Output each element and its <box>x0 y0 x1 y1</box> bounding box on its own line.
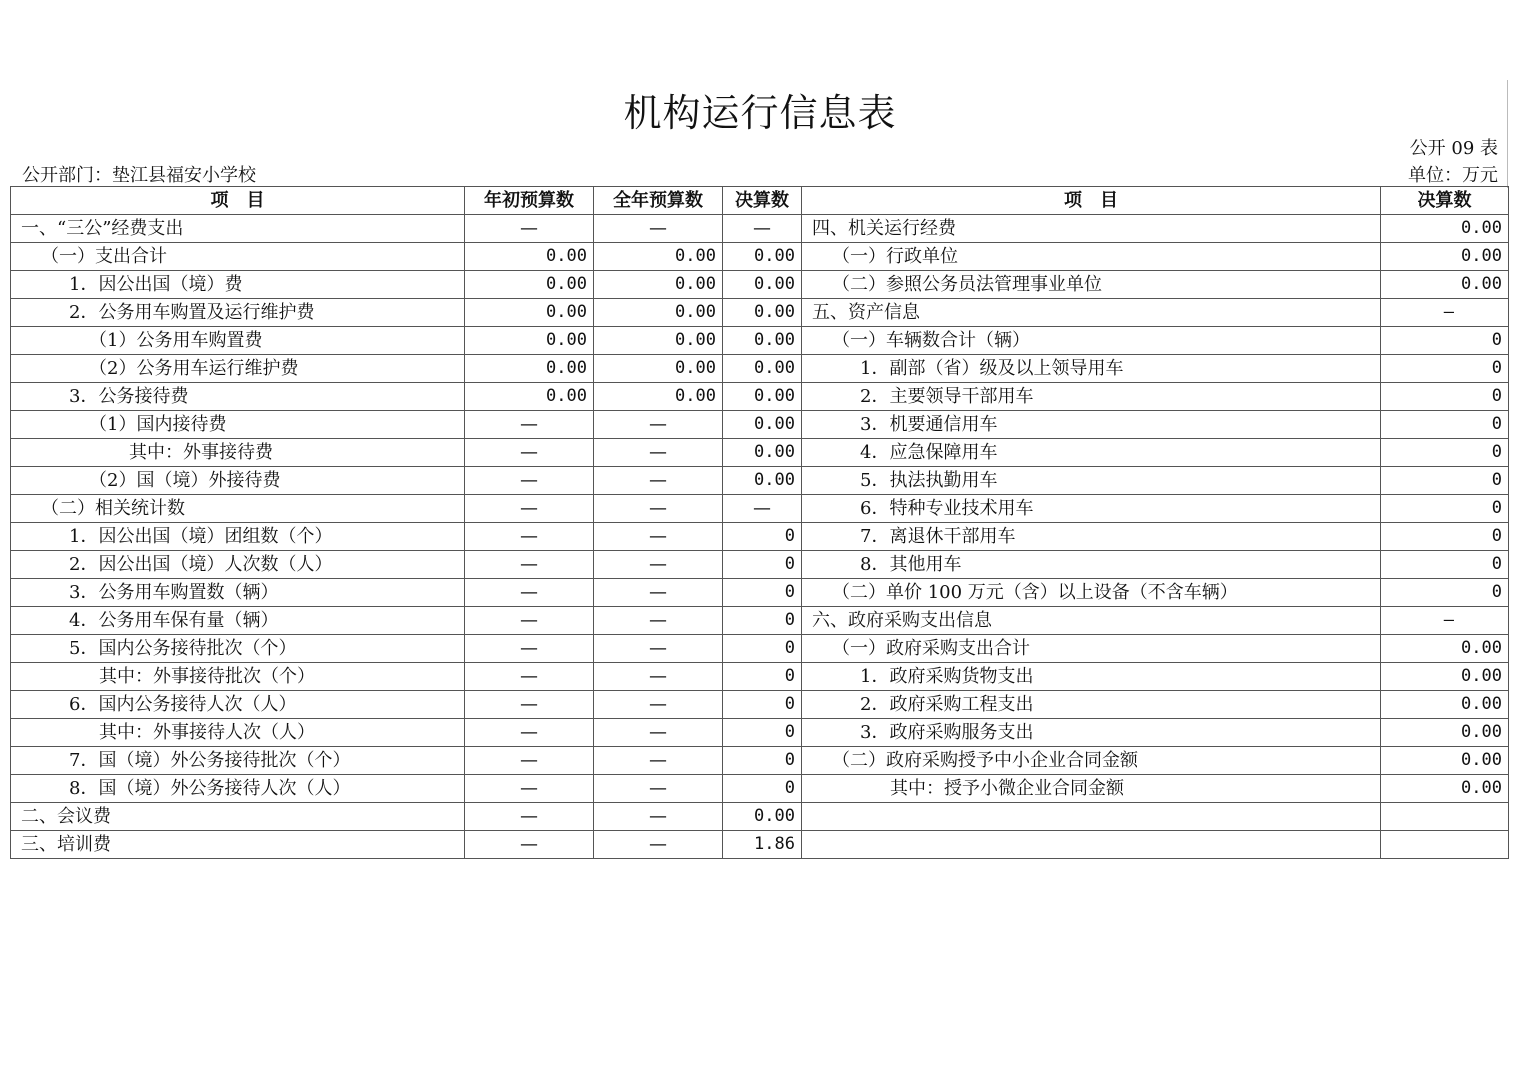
left-item-label: 其中：外事接待批次（个） <box>11 663 465 691</box>
budget-full-cell: — <box>594 551 723 579</box>
right-final-cell: 0 <box>1381 551 1509 579</box>
right-item-label: （一）车辆数合计（辆） <box>802 327 1381 355</box>
table-row <box>11 775 1509 803</box>
budget-initial-cell: — <box>465 747 594 775</box>
header-final: 决算数 <box>723 187 802 215</box>
final-cell: 0 <box>723 551 802 579</box>
budget-full-cell: — <box>594 775 723 803</box>
header-left-item: 项 目 <box>11 187 465 215</box>
right-final-cell: — <box>1381 299 1509 327</box>
budget-full-cell: 0.00 <box>594 271 723 299</box>
budget-initial-cell: — <box>465 411 594 439</box>
department-label: 公开部门：垫江县福安小学校 <box>22 165 256 186</box>
budget-initial-cell: — <box>465 803 594 831</box>
table-row <box>11 495 1509 523</box>
page-title: 机构运行信息表 <box>623 91 897 135</box>
right-item-label: 3．政府采购服务支出 <box>802 719 1381 747</box>
page-edge-line <box>1507 80 1508 188</box>
budget-initial-cell: 0.00 <box>465 299 594 327</box>
final-cell: 0 <box>723 719 802 747</box>
left-item-label: 5．国内公务接待批次（个） <box>11 635 465 663</box>
final-cell: 0 <box>723 691 802 719</box>
right-final-cell: 0.00 <box>1381 747 1509 775</box>
header-budget-full: 全年预算数 <box>594 187 723 215</box>
right-final-cell: 0 <box>1381 467 1509 495</box>
budget-initial-cell: 0.00 <box>465 243 594 271</box>
right-item-label: 2．主要领导干部用车 <box>802 383 1381 411</box>
final-cell: 0 <box>723 607 802 635</box>
budget-initial-cell: — <box>465 215 594 243</box>
right-final-cell: 0 <box>1381 579 1509 607</box>
right-final-cell: 0 <box>1381 327 1509 355</box>
info-table <box>10 186 1509 859</box>
left-item-label: 1．因公出国（境）团组数（个） <box>11 523 465 551</box>
header-budget-initial: 年初预算数 <box>465 187 594 215</box>
table-row <box>11 327 1509 355</box>
budget-initial-cell: 0.00 <box>465 383 594 411</box>
table-row <box>11 607 1509 635</box>
budget-initial-cell: — <box>465 495 594 523</box>
right-final-cell: 0 <box>1381 439 1509 467</box>
right-item-label: 1．副部（省）级及以上领导用车 <box>802 355 1381 383</box>
table-row <box>11 215 1509 243</box>
left-item-label: 一、“三公”经费支出 <box>11 215 465 243</box>
left-item-label: 7．国（境）外公务接待批次（个） <box>11 747 465 775</box>
budget-full-cell: — <box>594 523 723 551</box>
left-item-label: （1）公务用车购置费 <box>11 327 465 355</box>
left-item-label: （1）国内接待费 <box>11 411 465 439</box>
budget-initial-cell: — <box>465 691 594 719</box>
right-final-cell: 0 <box>1381 355 1509 383</box>
right-item-label: （一）行政单位 <box>802 243 1381 271</box>
left-item-label: 2．因公出国（境）人次数（人） <box>11 551 465 579</box>
final-cell: 0 <box>723 635 802 663</box>
left-item-label: 8．国（境）外公务接待人次（人） <box>11 775 465 803</box>
left-item-label: 二、会议费 <box>11 803 465 831</box>
table-row <box>11 719 1509 747</box>
right-final-cell: 0 <box>1381 411 1509 439</box>
budget-full-cell: — <box>594 439 723 467</box>
final-cell: 0.00 <box>723 803 802 831</box>
table-row <box>11 383 1509 411</box>
left-item-label: （2）公务用车运行维护费 <box>11 355 465 383</box>
table-row <box>11 831 1509 859</box>
budget-initial-cell: — <box>465 663 594 691</box>
right-item-label: 2．政府采购工程支出 <box>802 691 1381 719</box>
final-cell: 0.00 <box>723 327 802 355</box>
table-row <box>11 635 1509 663</box>
budget-full-cell: — <box>594 663 723 691</box>
right-item-label: 五、资产信息 <box>802 299 1381 327</box>
budget-full-cell: 0.00 <box>594 243 723 271</box>
budget-full-cell: — <box>594 411 723 439</box>
final-cell: 0.00 <box>723 355 802 383</box>
table-row <box>11 663 1509 691</box>
budget-initial-cell: — <box>465 775 594 803</box>
budget-initial-cell: — <box>465 607 594 635</box>
right-final-cell <box>1381 831 1509 859</box>
right-final-cell: 0.00 <box>1381 663 1509 691</box>
final-cell: — <box>723 495 802 523</box>
budget-full-cell: — <box>594 607 723 635</box>
right-item-label: 4．应急保障用车 <box>802 439 1381 467</box>
left-item-label: 3．公务用车购置数（辆） <box>11 579 465 607</box>
table-row <box>11 691 1509 719</box>
right-final-cell: 0 <box>1381 523 1509 551</box>
header-right-final: 决算数 <box>1381 187 1509 215</box>
table-body <box>11 215 1509 859</box>
final-cell: 0.00 <box>723 383 802 411</box>
budget-full-cell: — <box>594 215 723 243</box>
budget-initial-cell: — <box>465 523 594 551</box>
final-cell: 0 <box>723 747 802 775</box>
table-row <box>11 439 1509 467</box>
right-final-cell: 0.00 <box>1381 243 1509 271</box>
left-item-label: 3．公务接待费 <box>11 383 465 411</box>
header-right-item: 项 目 <box>802 187 1381 215</box>
budget-full-cell: — <box>594 719 723 747</box>
final-cell: 0.00 <box>723 243 802 271</box>
budget-full-cell: 0.00 <box>594 355 723 383</box>
table-row <box>11 803 1509 831</box>
table-row <box>11 299 1509 327</box>
budget-full-cell: 0.00 <box>594 299 723 327</box>
budget-full-cell: — <box>594 747 723 775</box>
table-row <box>11 523 1509 551</box>
table-row <box>11 411 1509 439</box>
table-row <box>11 243 1509 271</box>
left-item-label: 1．因公出国（境）费 <box>11 271 465 299</box>
budget-initial-cell: — <box>465 719 594 747</box>
final-cell: 0.00 <box>723 467 802 495</box>
right-item-label <box>802 831 1381 859</box>
left-item-label: 三、培训费 <box>11 831 465 859</box>
budget-initial-cell: 0.00 <box>465 327 594 355</box>
final-cell: 0 <box>723 579 802 607</box>
right-item-label: 其中：授予小微企业合同金额 <box>802 775 1381 803</box>
left-item-label: 6．国内公务接待人次（人） <box>11 691 465 719</box>
budget-full-cell: 0.00 <box>594 383 723 411</box>
budget-initial-cell: — <box>465 635 594 663</box>
budget-initial-cell: 0.00 <box>465 355 594 383</box>
table-row <box>11 355 1509 383</box>
table-row <box>11 747 1509 775</box>
right-final-cell: 0 <box>1381 495 1509 523</box>
unit-label: 单位：万元 <box>1408 165 1498 186</box>
final-cell: 0.00 <box>723 299 802 327</box>
right-item-label <box>802 803 1381 831</box>
left-item-label: 2．公务用车购置及运行维护费 <box>11 299 465 327</box>
budget-full-cell: — <box>594 635 723 663</box>
form-number: 公开 09 表 <box>1409 138 1498 159</box>
table-header-row <box>11 187 1509 215</box>
budget-full-cell: — <box>594 579 723 607</box>
budget-full-cell: — <box>594 831 723 859</box>
right-final-cell: 0.00 <box>1381 271 1509 299</box>
right-item-label: 1．政府采购货物支出 <box>802 663 1381 691</box>
left-item-label: 其中：外事接待人次（人） <box>11 719 465 747</box>
right-item-label: 7．离退休干部用车 <box>802 523 1381 551</box>
right-final-cell: 0 <box>1381 383 1509 411</box>
table-row <box>11 467 1509 495</box>
budget-initial-cell: — <box>465 579 594 607</box>
table-row <box>11 271 1509 299</box>
table-row <box>11 579 1509 607</box>
right-item-label: 3．机要通信用车 <box>802 411 1381 439</box>
right-item-label: 6．特种专业技术用车 <box>802 495 1381 523</box>
budget-initial-cell: — <box>465 831 594 859</box>
right-item-label: （一）政府采购支出合计 <box>802 635 1381 663</box>
right-item-label: 四、机关运行经费 <box>802 215 1381 243</box>
final-cell: 0.00 <box>723 271 802 299</box>
left-item-label: 4．公务用车保有量（辆） <box>11 607 465 635</box>
right-item-label: 六、政府采购支出信息 <box>802 607 1381 635</box>
left-item-label: （二）相关统计数 <box>11 495 465 523</box>
final-cell: — <box>723 215 802 243</box>
final-cell: 0 <box>723 775 802 803</box>
left-item-label: （2）国（境）外接待费 <box>11 467 465 495</box>
budget-initial-cell: 0.00 <box>465 271 594 299</box>
right-final-cell <box>1381 803 1509 831</box>
right-item-label: （二）单价 100 万元（含）以上设备（不含车辆） <box>802 579 1381 607</box>
budget-full-cell: — <box>594 495 723 523</box>
budget-full-cell: — <box>594 691 723 719</box>
budget-full-cell: — <box>594 803 723 831</box>
right-final-cell: 0.00 <box>1381 635 1509 663</box>
table-row <box>11 551 1509 579</box>
final-cell: 0.00 <box>723 439 802 467</box>
right-item-label: 5．执法执勤用车 <box>802 467 1381 495</box>
final-cell: 0 <box>723 663 802 691</box>
right-final-cell: 0.00 <box>1381 215 1509 243</box>
right-final-cell: — <box>1381 607 1509 635</box>
right-final-cell: 0.00 <box>1381 691 1509 719</box>
budget-initial-cell: — <box>465 551 594 579</box>
right-item-label: 8．其他用车 <box>802 551 1381 579</box>
budget-full-cell: — <box>594 467 723 495</box>
final-cell: 0.00 <box>723 411 802 439</box>
final-cell: 0 <box>723 523 802 551</box>
budget-full-cell: 0.00 <box>594 327 723 355</box>
budget-initial-cell: — <box>465 467 594 495</box>
right-item-label: （二）参照公务员法管理事业单位 <box>802 271 1381 299</box>
left-item-label: （一）支出合计 <box>11 243 465 271</box>
left-item-label: 其中：外事接待费 <box>11 439 465 467</box>
right-final-cell: 0.00 <box>1381 719 1509 747</box>
final-cell: 1.86 <box>723 831 802 859</box>
right-final-cell: 0.00 <box>1381 775 1509 803</box>
right-item-label: （二）政府采购授予中小企业合同金额 <box>802 747 1381 775</box>
budget-initial-cell: — <box>465 439 594 467</box>
